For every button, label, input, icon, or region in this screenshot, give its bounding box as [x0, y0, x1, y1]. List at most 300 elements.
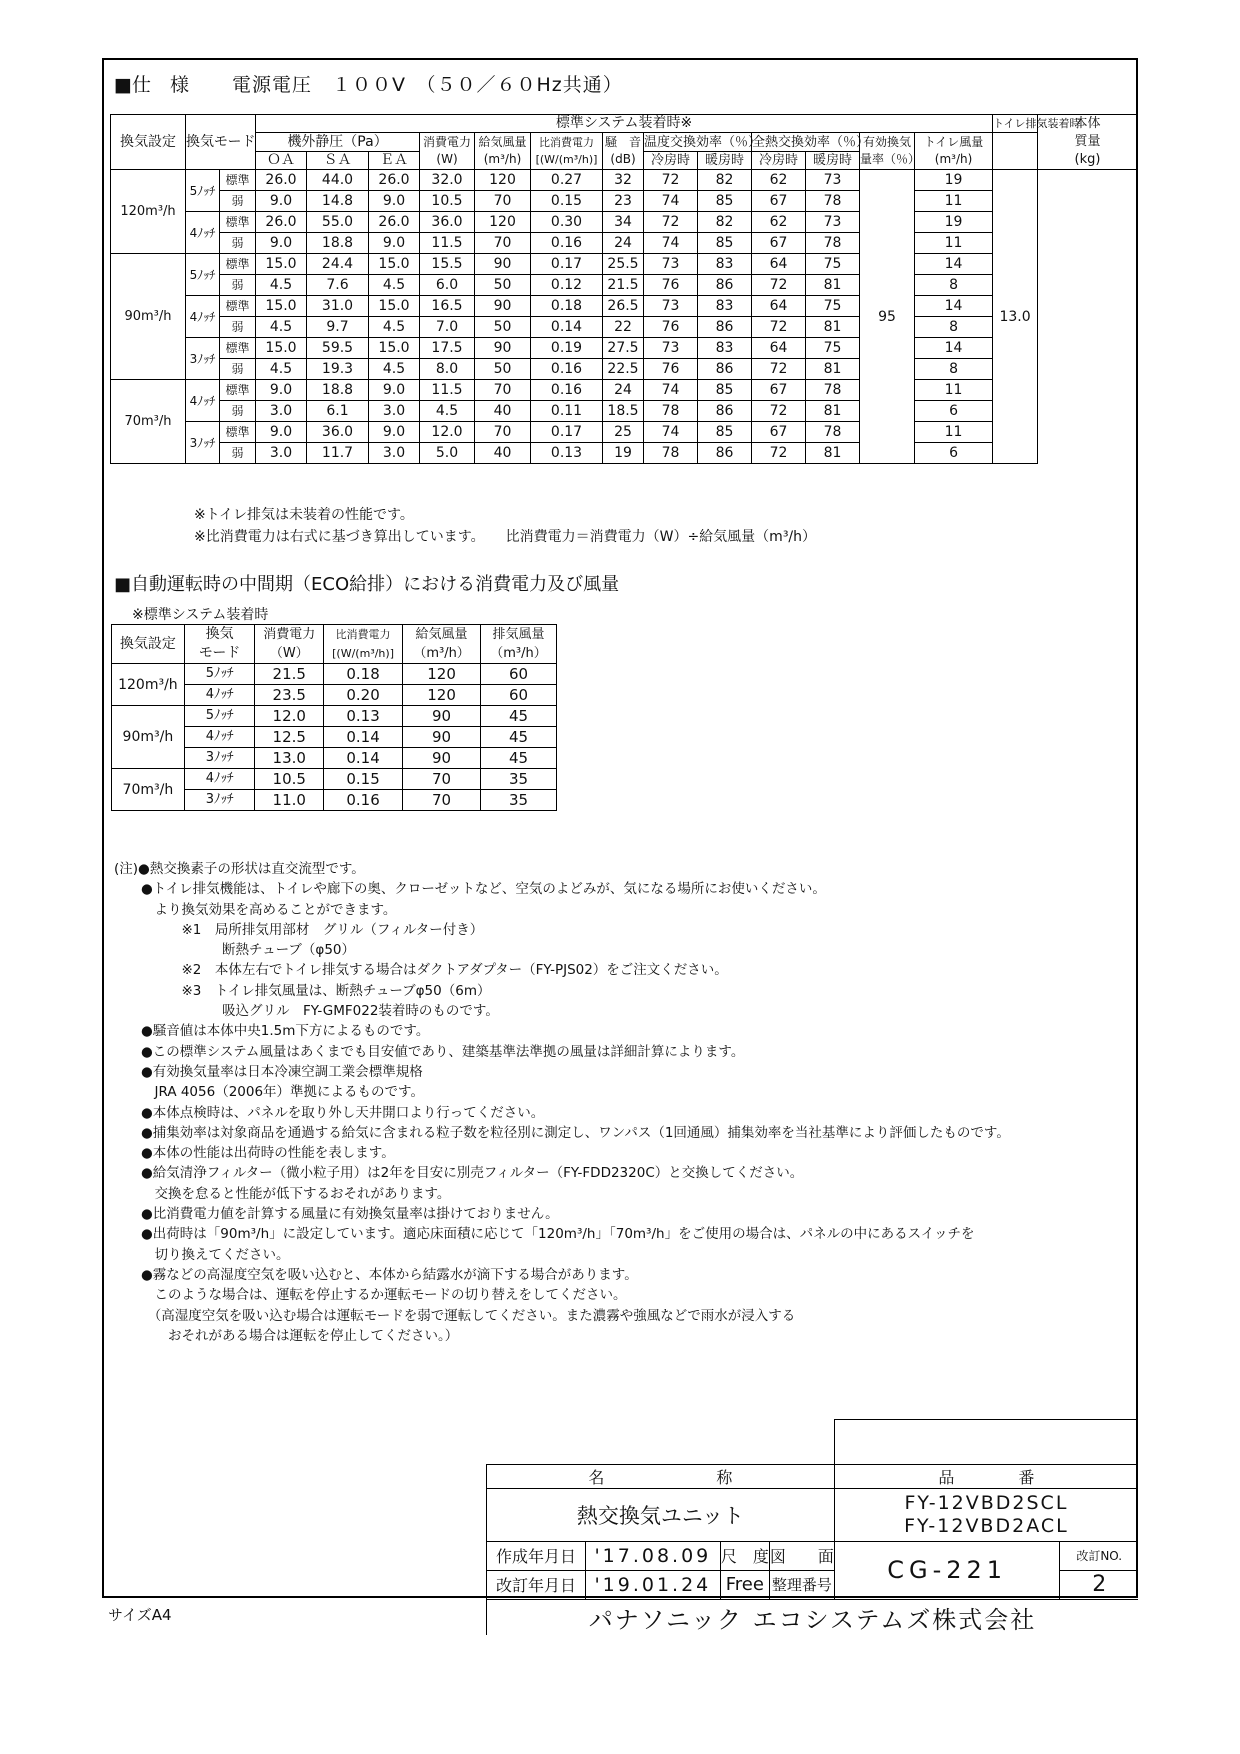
eco-value-supply: 70: [403, 769, 481, 790]
mass-cell: 13.0: [993, 170, 1038, 464]
name-header: 名 称: [487, 1464, 835, 1488]
note-line: (注)●熱交換素子の形状は直交流型です。: [114, 861, 365, 877]
value-th: 82: [698, 212, 752, 233]
value-toilet: 8: [915, 359, 993, 380]
value-ratio: 0.18: [531, 296, 603, 317]
value-noise: 19: [603, 443, 644, 464]
created-label: 作成年月日: [487, 1541, 586, 1570]
value-toilet: 11: [915, 380, 993, 401]
mass-h1: 本体: [1074, 116, 1101, 131]
value-oa: 15.0: [256, 338, 307, 359]
eco-value-ratio: 0.15: [324, 769, 403, 790]
value-eh: 75: [806, 338, 860, 359]
eff-h-line2: 量率（％）: [860, 152, 921, 166]
eco-value-ratio: 0.20: [324, 685, 403, 706]
spec-row: [111, 212, 1138, 233]
header-ratio: [531, 133, 603, 170]
value-tc: 73: [644, 296, 698, 317]
drawing-number: CG-221: [834, 1541, 1060, 1599]
notes-section: [114, 859, 1010, 1346]
header-noise: [603, 133, 644, 170]
value-power: 15.5: [420, 254, 475, 275]
spec-note-1: ※トイレ排気は未装着の性能です。: [194, 507, 414, 523]
eco-mode-cell: 5ﾉｯﾁ: [184, 664, 255, 685]
value-eh: 78: [806, 380, 860, 401]
value-ea: 4.5: [369, 359, 420, 380]
eco-exhaust-h-line2: （m³/h）: [490, 646, 547, 661]
eco-value-power: 11.0: [255, 790, 324, 811]
value-oa: 9.0: [256, 191, 307, 212]
value-tc: 72: [644, 170, 698, 191]
part-numbers: [834, 1488, 1138, 1541]
value-oa: 4.5: [256, 359, 307, 380]
eco-value-exhaust: 35: [481, 790, 557, 811]
value-ec: 67: [752, 191, 806, 212]
spec-row: [111, 338, 1138, 359]
product-name: 熱交換気ユニット: [487, 1488, 835, 1541]
value-ratio: 0.16: [531, 233, 603, 254]
eco-mode-cell: 4ﾉｯﾁ: [184, 727, 255, 748]
value-tc: 78: [644, 443, 698, 464]
value-ec: 67: [752, 380, 806, 401]
note-line: ●本体点検時は、パネルを取り外し天井開口より行ってください。: [114, 1104, 545, 1121]
mode-cell: 弱: [220, 233, 256, 254]
value-ec: 64: [752, 338, 806, 359]
note-line: ●霧などの高湿度空気を吸い込むと、本体から結露水が滴下する場合があります。: [114, 1266, 638, 1283]
header-oa: ＯＡ: [256, 152, 307, 170]
header-toilet-top: トイレ排気装着時: [993, 115, 1038, 133]
eco-row: [112, 769, 557, 790]
note-line: JRA 4056（2006年）準拠によるものです。: [114, 1084, 424, 1101]
value-air: 40: [475, 443, 531, 464]
eco-value-exhaust: 60: [481, 685, 557, 706]
value-ratio: 0.13: [531, 443, 603, 464]
eco-value-power: 12.0: [255, 706, 324, 727]
eco-ratio-h-line2: [(W/(m³/h)]: [332, 647, 394, 660]
value-ec: 72: [752, 359, 806, 380]
value-air: 90: [475, 296, 531, 317]
value-air: 40: [475, 401, 531, 422]
value-oa: 26.0: [256, 212, 307, 233]
eco-header-ratio: [324, 625, 403, 664]
eco-value-power: 10.5: [255, 769, 324, 790]
value-th: 86: [698, 317, 752, 338]
value-eh: 78: [806, 191, 860, 212]
value-noise: 18.5: [603, 401, 644, 422]
mode-cell: 弱: [220, 359, 256, 380]
eco-value-exhaust: 45: [481, 706, 557, 727]
mode-cell: 標準: [220, 212, 256, 233]
air-h-line1: 給気風量: [478, 135, 527, 149]
value-power: 17.5: [420, 338, 475, 359]
value-toilet: 8: [915, 317, 993, 338]
noise-h-line2: (dB): [610, 152, 636, 166]
eco-value-ratio: 0.14: [324, 748, 403, 769]
value-noise: 26.5: [603, 296, 644, 317]
value-noise: 25.5: [603, 254, 644, 275]
header-cool: 冷房時: [644, 152, 698, 170]
note-line: 切り換えてください。: [114, 1246, 290, 1263]
value-air: 120: [475, 212, 531, 233]
value-sa: 18.8: [307, 380, 369, 401]
value-toilet: 14: [915, 254, 993, 275]
value-ec: 72: [752, 401, 806, 422]
value-th: 82: [698, 170, 752, 191]
part-number-1: FY-12VBD2SCL: [904, 1491, 1069, 1514]
value-air: 50: [475, 275, 531, 296]
value-ratio: 0.15: [531, 191, 603, 212]
eco-setting-cell: 120m³/h: [112, 664, 185, 706]
value-eh: 81: [806, 317, 860, 338]
spec-row: [111, 275, 1138, 296]
value-toilet: 14: [915, 338, 993, 359]
revision-number: 2: [1060, 1570, 1138, 1599]
value-eh: 78: [806, 233, 860, 254]
value-sa: 18.8: [307, 233, 369, 254]
value-oa: 4.5: [256, 317, 307, 338]
eco-value-exhaust: 45: [481, 727, 557, 748]
mode-cell: 標準: [220, 170, 256, 191]
value-th: 86: [698, 443, 752, 464]
setting-cell: 70m³/h: [111, 380, 186, 464]
mode-cell: 標準: [220, 338, 256, 359]
value-ec: 64: [752, 254, 806, 275]
value-toilet: 8: [915, 275, 993, 296]
notch-cell: 4ﾉｯﾁ: [186, 212, 220, 254]
eco-value-ratio: 0.18: [324, 664, 403, 685]
value-tc: 74: [644, 380, 698, 401]
spec-row: [111, 191, 1138, 212]
value-eh: 81: [806, 401, 860, 422]
eco-value-supply: 90: [403, 706, 481, 727]
header-heat: 暖房時: [698, 152, 752, 170]
part-header: 品 番: [834, 1464, 1138, 1488]
eco-value-ratio: 0.16: [324, 790, 403, 811]
value-oa: 15.0: [256, 254, 307, 275]
spec-row: [111, 254, 1138, 275]
value-tc: 76: [644, 359, 698, 380]
note-line: おそれがある場合は運転を停止してください。）: [114, 1327, 459, 1344]
eco-header-mode: [184, 625, 255, 664]
value-th: 86: [698, 401, 752, 422]
value-air: 50: [475, 317, 531, 338]
eco-header-row: [112, 625, 557, 664]
eco-value-supply: 70: [403, 790, 481, 811]
note-line: ●出荷時は「90m³/h」に設定しています。適応床面積に応じて「120m³/h」「70m³/h」をご使用の場合は、パネルの中にあるスイッチを: [114, 1226, 975, 1243]
notch-cell: 5ﾉｯﾁ: [186, 254, 220, 296]
value-power: 16.5: [420, 296, 475, 317]
value-ec: 67: [752, 422, 806, 443]
value-air: 70: [475, 191, 531, 212]
value-power: 32.0: [420, 170, 475, 191]
part-number-2: FY-12VBD2ACL: [904, 1514, 1069, 1537]
header-airflow: [475, 133, 531, 170]
spec-row: [111, 170, 1138, 191]
ratio-h-line2: [(W/(m³/h)]: [535, 153, 598, 166]
mode-cell: 標準: [220, 296, 256, 317]
eco-value-supply: 120: [403, 664, 481, 685]
eco-supply-h-line2: （m³/h）: [413, 646, 470, 661]
eco-setting-cell: 90m³/h: [112, 706, 185, 769]
note-line: ●この標準システム風量はあくまでも目安値であり、建築基準法準拠の風量は詳細計算によります。: [114, 1043, 745, 1060]
value-power: 11.5: [420, 233, 475, 254]
value-ratio: 0.17: [531, 254, 603, 275]
mode-cell: 弱: [220, 401, 256, 422]
value-power: 8.0: [420, 359, 475, 380]
eco-value-supply: 90: [403, 748, 481, 769]
spec-row: [111, 380, 1138, 401]
header-static: 機外静圧（Pa）: [256, 133, 420, 152]
ref-label: 整理番号: [769, 1570, 834, 1599]
value-air: 120: [475, 170, 531, 191]
note-line: ●騒音値は本体中央1.5m下方によるものです。: [114, 1023, 430, 1040]
value-tc: 72: [644, 212, 698, 233]
value-ec: 64: [752, 296, 806, 317]
note-line: ●給気清浄フィルター（微小粒子用）は2年を目安に別売フィルター（FY-FDD2320C）と交換してください。: [114, 1165, 804, 1182]
power-h-line2: (W): [436, 152, 458, 166]
eco-table: [111, 624, 557, 811]
eco-mode-h-line2: モード: [198, 645, 241, 661]
value-oa: 3.0: [256, 443, 307, 464]
eco-value-ratio: 0.13: [324, 706, 403, 727]
eco-power-h-line1: 消費電力: [263, 627, 316, 642]
eco-exhaust-h-line1: 排気風量: [492, 627, 545, 642]
mode-cell: 標準: [220, 422, 256, 443]
value-ea: 15.0: [369, 296, 420, 317]
noise-h-line1: 騒 音: [605, 135, 642, 149]
value-ec: 72: [752, 275, 806, 296]
eco-row: [112, 664, 557, 685]
note-line: 吸込グリル FY-GMF022装着時のものです。: [114, 1003, 499, 1020]
value-ec: 72: [752, 443, 806, 464]
effective-rate-cell: 95: [860, 170, 915, 464]
eco-value-exhaust: 45: [481, 748, 557, 769]
spec-row: [111, 317, 1138, 338]
drawing-label: 図 面: [769, 1541, 834, 1570]
value-oa: 9.0: [256, 422, 307, 443]
value-ea: 26.0: [369, 170, 420, 191]
note-line: このような場合は、運転を停止するか運転モードの切り替えをしてください。: [114, 1287, 627, 1304]
value-sa: 31.0: [307, 296, 369, 317]
value-ea: 4.5: [369, 317, 420, 338]
value-toilet: 11: [915, 233, 993, 254]
header-temp-eff: 温度交換効率（％）: [644, 134, 762, 150]
value-air: 70: [475, 380, 531, 401]
revised-label: 改訂年月日: [487, 1570, 586, 1599]
value-noise: 25: [603, 422, 644, 443]
eco-ratio-h-line1: 比消費電力: [335, 628, 391, 641]
value-oa: 3.0: [256, 401, 307, 422]
eco-title: ■自動運転時の中間期（ECO給排）における消費電力及び風量: [114, 574, 620, 595]
paper-size: サイズA4: [108, 1606, 172, 1624]
spec-row: [111, 401, 1138, 422]
mode-cell: 標準: [220, 380, 256, 401]
eco-mode-cell: 3ﾉｯﾁ: [184, 790, 255, 811]
value-ratio: 0.17: [531, 422, 603, 443]
value-oa: 9.0: [256, 380, 307, 401]
value-tc: 76: [644, 317, 698, 338]
mass-h3: (kg): [1074, 152, 1101, 167]
header-cool: 冷房時: [752, 152, 806, 170]
value-th: 85: [698, 233, 752, 254]
value-ea: 9.0: [369, 380, 420, 401]
mode-cell: 標準: [220, 254, 256, 275]
value-eh: 81: [806, 443, 860, 464]
value-power: 12.0: [420, 422, 475, 443]
value-power: 36.0: [420, 212, 475, 233]
value-ec: 67: [752, 233, 806, 254]
value-ec: 72: [752, 317, 806, 338]
value-noise: 32: [603, 170, 644, 191]
value-ea: 9.0: [369, 422, 420, 443]
value-eh: 78: [806, 422, 860, 443]
value-ea: 3.0: [369, 401, 420, 422]
value-toilet: 6: [915, 401, 993, 422]
spec-table: [110, 114, 1138, 464]
value-th: 85: [698, 380, 752, 401]
value-noise: 23: [603, 191, 644, 212]
value-sa: 44.0: [307, 170, 369, 191]
header-power: [420, 133, 475, 170]
value-ea: 3.0: [369, 443, 420, 464]
value-ratio: 0.27: [531, 170, 603, 191]
eff-h-line1: 有効換気: [863, 135, 912, 149]
header-setting: 換気設定: [111, 115, 186, 170]
value-eh: 81: [806, 359, 860, 380]
mass-h2: 質量: [1074, 134, 1101, 149]
note-line: 交換を怠ると性能が低下するおそれがあります。: [114, 1185, 451, 1202]
spec-row: [111, 359, 1138, 380]
value-noise: 22.5: [603, 359, 644, 380]
value-sa: 11.7: [307, 443, 369, 464]
value-ratio: 0.11: [531, 401, 603, 422]
mode-cell: 弱: [220, 275, 256, 296]
eco-value-exhaust: 35: [481, 769, 557, 790]
value-tc: 78: [644, 401, 698, 422]
value-ratio: 0.30: [531, 212, 603, 233]
toilet-h-line1: トイレ風量: [923, 135, 984, 149]
eco-power-h-line2: （W）: [269, 646, 309, 661]
note-line: より換気効果を高めることができます。: [114, 901, 397, 918]
value-toilet: 19: [915, 170, 993, 191]
setting-cell: 90m³/h: [111, 254, 186, 380]
value-ea: 26.0: [369, 212, 420, 233]
value-th: 83: [698, 254, 752, 275]
value-th: 86: [698, 275, 752, 296]
value-tc: 73: [644, 254, 698, 275]
value-ec: 62: [752, 212, 806, 233]
header-standard: 標準システム装着時※: [256, 115, 993, 133]
note-line: ●トイレ排気機能は、トイレや廊下の奥、クローゼットなど、空気のよどみが、気になる場所にお使いください。: [114, 881, 826, 898]
ratio-h-line1: 比消費電力: [539, 136, 595, 149]
notch-cell: 3ﾉｯﾁ: [186, 338, 220, 380]
value-power: 4.5: [420, 401, 475, 422]
value-eh: 75: [806, 254, 860, 275]
eco-mode-cell: 3ﾉｯﾁ: [184, 748, 255, 769]
value-th: 85: [698, 191, 752, 212]
note-line: （高湿度空気を吸い込む場合は運転モードを弱で運転してください。また濃霧や強風などで雨水が浸入する: [114, 1307, 796, 1324]
note-line: ●捕集効率は対象商品を通過する給気に含まれる粒子数を粒径別に測定し、ワンパス（1回通風）捕集効率を当社基準により評価したものです。: [114, 1124, 1010, 1141]
value-ea: 15.0: [369, 254, 420, 275]
value-noise: 21.5: [603, 275, 644, 296]
value-air: 50: [475, 359, 531, 380]
created-date: '17.08.09: [585, 1541, 720, 1570]
value-sa: 7.6: [307, 275, 369, 296]
value-air: 70: [475, 422, 531, 443]
value-noise: 24: [603, 233, 644, 254]
setting-cell: 120m³/h: [111, 170, 186, 254]
value-tc: 73: [644, 338, 698, 359]
notch-cell: 4ﾉｯﾁ: [186, 296, 220, 338]
toilet-h-line2: (m³/h): [934, 152, 973, 166]
value-sa: 36.0: [307, 422, 369, 443]
value-oa: 26.0: [256, 170, 307, 191]
eco-header-setting: 換気設定: [112, 625, 185, 664]
value-tc: 74: [644, 422, 698, 443]
scale-value: Free: [720, 1570, 769, 1599]
title-block: [486, 1419, 1138, 1635]
value-toilet: 6: [915, 443, 993, 464]
eco-mode-cell: 4ﾉｯﾁ: [184, 685, 255, 706]
value-th: 86: [698, 359, 752, 380]
eco-value-power: 13.0: [255, 748, 324, 769]
value-oa: 15.0: [256, 296, 307, 317]
eco-setting-cell: 70m³/h: [112, 769, 185, 811]
value-ec: 62: [752, 170, 806, 191]
note-line: 断熱チューブ（φ50）: [114, 942, 356, 959]
spec-row: [111, 233, 1138, 254]
mode-cell: 弱: [220, 191, 256, 212]
eco-header-supply: [403, 625, 481, 664]
value-eh: 73: [806, 212, 860, 233]
company-name: パナソニック エコシステムズ株式会社: [487, 1599, 1139, 1635]
air-h-line2: (m³/h): [483, 152, 522, 166]
value-ratio: 0.14: [531, 317, 603, 338]
eco-value-power: 21.5: [255, 664, 324, 685]
spec-row: [111, 422, 1138, 443]
note-line: ※3 トイレ排気風量は、断熱チューブφ50（6m）: [114, 982, 491, 999]
eco-header-exhaust: [481, 625, 557, 664]
value-sa: 14.8: [307, 191, 369, 212]
value-oa: 4.5: [256, 275, 307, 296]
value-ea: 4.5: [369, 275, 420, 296]
value-ea: 15.0: [369, 338, 420, 359]
note-line: ●本体の性能は出荷時の性能を表します。: [114, 1145, 395, 1162]
spec-header-row-2: [111, 133, 1138, 152]
value-ea: 9.0: [369, 191, 420, 212]
value-tc: 74: [644, 191, 698, 212]
eco-supply-h-line1: 給気風量: [415, 627, 468, 642]
value-tc: 76: [644, 275, 698, 296]
value-toilet: 11: [915, 191, 993, 212]
value-noise: 27.5: [603, 338, 644, 359]
notch-cell: 4ﾉｯﾁ: [186, 380, 220, 422]
value-toilet: 11: [915, 422, 993, 443]
spec-header-row-1: [111, 115, 1138, 133]
value-noise: 24: [603, 380, 644, 401]
value-ea: 9.0: [369, 233, 420, 254]
eco-row: [112, 706, 557, 727]
eco-header-power: [255, 625, 324, 664]
value-eh: 73: [806, 170, 860, 191]
eco-value-supply: 120: [403, 685, 481, 706]
value-power: 10.5: [420, 191, 475, 212]
voltage-heading: 電源電圧 １００V （５０／６０Hz共通）: [232, 74, 623, 96]
value-air: 90: [475, 254, 531, 275]
notch-cell: 5ﾉｯﾁ: [186, 170, 220, 212]
value-sa: 55.0: [307, 212, 369, 233]
header-effective: [860, 133, 921, 170]
